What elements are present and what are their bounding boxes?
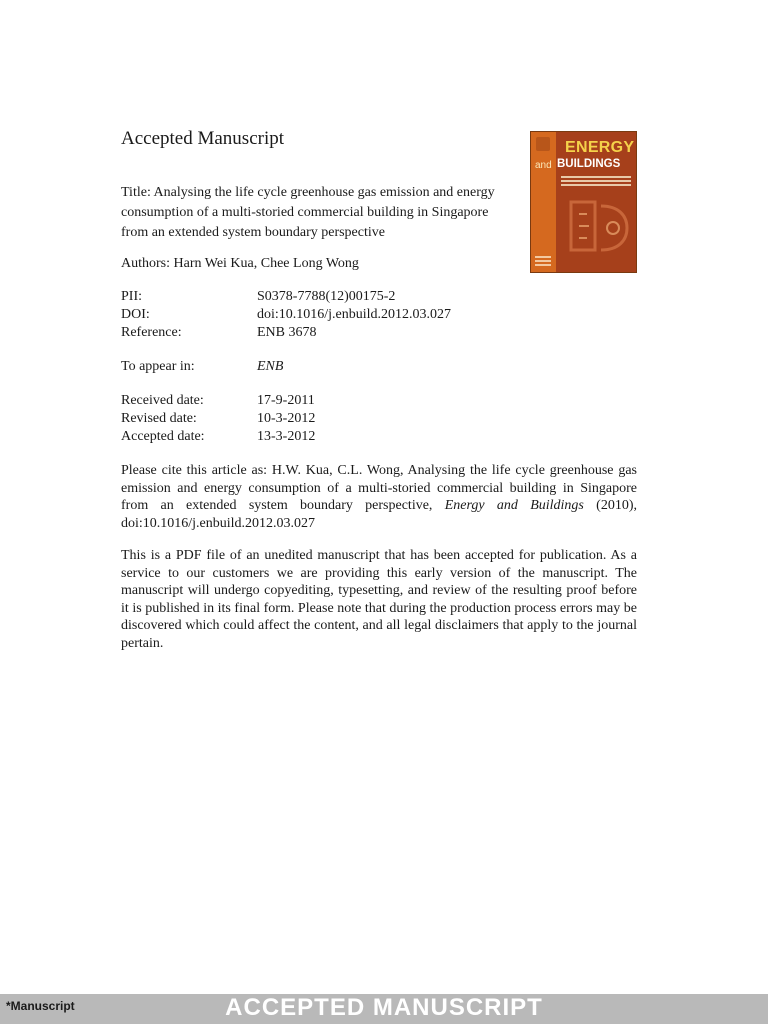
article-title: Title: Analysing the life cycle greenhouse gas emission and energy consumption of a multi-storied commercial building in Singapore from an extended system boundary perspective [121, 185, 495, 240]
doi-value: doi:10.1016/j.enbuild.2012.03.027 [257, 307, 452, 322]
accepted-manuscript-watermark: ACCEPTED MANUSCRIPT [225, 994, 543, 1021]
disclaimer-paragraph: This is a PDF file of an unedited manuscript that has been accepted for publication. As a service to our customers we are providing this early version of the manuscript. The manuscript will undergo copyediting, typesetting, and review of the resulting proof before it is published in its final form. Please note that during the production process errors may be discovered which could affect the content, and all legal disclaimers that apply to the journal pertain. [121, 548, 637, 651]
footer-banner [0, 994, 768, 1024]
cover-title-energy: ENERGY [565, 139, 635, 156]
accepted-label: Accepted date: [121, 429, 205, 444]
pii-label: PII: [121, 289, 142, 304]
citation-text: Please cite this article as: H.W. Kua, C.L. Wong, Analysing the life cycle greenhouse gas emission and energy consumption of a multi-storied commercial building in Singapore from an extended system boundary perspective, [121, 463, 637, 513]
pii-value: S0378-7788(12)00175-2 [257, 289, 396, 304]
page-title: Accepted Manuscript [121, 128, 285, 149]
received-label: Received date: [121, 393, 204, 408]
publisher-logo-icon [536, 137, 550, 151]
appear-value: ENB [257, 359, 284, 374]
cover-subtitle-lines [561, 176, 631, 178]
accepted-value: 13-3-2012 [257, 429, 316, 444]
cover-title-buildings: BUILDINGS [557, 158, 621, 170]
journal-cover-image [530, 131, 637, 273]
cover-side-strip [531, 132, 556, 272]
citation-doi: (2010), doi:10.1016/j.enbuild.2012.03.027 [121, 498, 638, 531]
manuscript-note: *Manuscript [6, 999, 75, 1013]
citation-journal: Energy and Buildings [444, 498, 584, 513]
revised-value: 10-3-2012 [257, 411, 316, 426]
cover-title-and: and [535, 160, 552, 171]
cover-footer-lines [535, 264, 551, 266]
reference-label: Reference: [121, 325, 182, 340]
revised-label: Revised date: [121, 411, 197, 426]
received-value: 17-9-2011 [257, 393, 315, 408]
authors-line: Authors: Harn Wei Kua, Chee Long Wong [121, 256, 359, 271]
doi-label: DOI: [121, 307, 150, 322]
cover-artwork-icon [561, 192, 635, 260]
citation-paragraph [121, 462, 637, 532]
appear-label: To appear in: [121, 359, 195, 374]
reference-value: ENB 3678 [257, 325, 317, 340]
